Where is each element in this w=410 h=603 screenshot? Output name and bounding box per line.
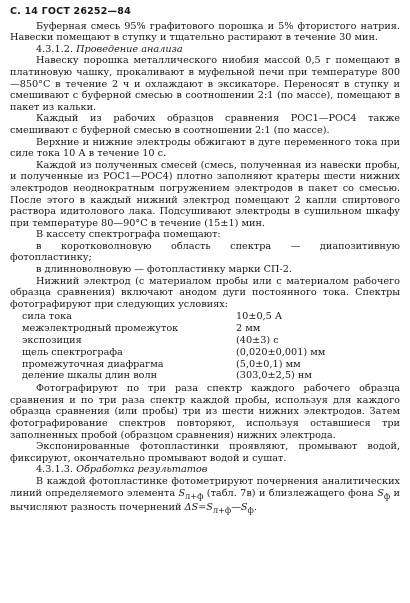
- paragraph: В кассету спектрографа помещают:: [36, 229, 221, 241]
- condition-value: (5,0±0,1) мм: [236, 358, 301, 370]
- paragraph: Верхние и нижние электроды обжигают в дуге переменного тока при силе тока 10 А в течение 10 с.: [10, 136, 400, 160]
- symbol-s: S: [178, 487, 186, 499]
- condition-name: деление шкалы длин волн: [22, 370, 158, 382]
- condition-name: щель спектрографа: [22, 346, 123, 358]
- section-number: 4.3.1.3.: [36, 464, 73, 476]
- text-fragment: В каждой фотопластинке фотометрируют почернения аналитических линий определяемого элемента: [10, 475, 400, 499]
- paragraph: в коротковолновую область спектра — диапозитивную фотопластинку;: [10, 240, 400, 264]
- subscript: ф: [383, 490, 391, 501]
- subscript: л+ф: [212, 505, 232, 516]
- condition-row: [10, 311, 400, 323]
- symbol-s: S: [377, 487, 384, 499]
- condition-name: промежуточная диафрагма: [22, 358, 164, 370]
- text-fragment: (табл. 7в) и близлежащего фона: [203, 487, 378, 499]
- condition-name: сила тока: [22, 311, 72, 323]
- conditions-list: [10, 311, 400, 382]
- final-paragraph: [10, 476, 400, 517]
- paragraph: Нижний электрод (с материалом пробы или с материалом рабочего образца сравнения) включают анодом дуги постоянного тока. Спектры фотографируют при следующих условиях:: [10, 275, 400, 310]
- condition-row: [10, 323, 400, 335]
- section-heading-4-3-1-2: [10, 44, 400, 56]
- section-title: Обработка результатов: [76, 464, 208, 476]
- section-number: 4.3.1.2.: [36, 43, 73, 55]
- condition-value: 2 мм: [236, 323, 261, 335]
- paragraph: Каждый из рабочих образцов сравнения РОС1—РОС4 также смешивают с буферной смесью в соотношении 2:1 (по массе).: [10, 113, 400, 136]
- formula: ΔS=S: [184, 502, 213, 514]
- subscript: л+ф: [185, 490, 204, 501]
- condition-value: (40±3) с: [236, 335, 279, 347]
- condition-row: [10, 359, 400, 371]
- condition-row: [10, 370, 400, 382]
- section-title: Проведение анализа: [76, 43, 183, 55]
- intro-paragraph: Буферная смесь 95% графитового порошка и 5% фтористого натрия. Навески помещают в ступку и тщательно растирают в течение 30 мин.: [10, 20, 400, 44]
- section-heading-4-3-1-3: [10, 464, 400, 476]
- condition-value: (303,0±2,5) нм: [236, 370, 312, 382]
- condition-value: (0,020±0,001) мм: [236, 346, 326, 358]
- condition-name: межэлектродный промежуток: [22, 323, 179, 335]
- subscript: ф: [247, 505, 254, 516]
- text-fragment: .: [253, 502, 257, 514]
- condition-value: 10±0,5 А: [236, 311, 283, 323]
- page-header: С. 14 ГОСТ 26252—84: [10, 6, 131, 17]
- paragraph: в длинноволновую — фотопластинку марки СП-2.: [36, 264, 293, 276]
- paragraph: Навеску порошка металлического ниобия массой 0,5 г помещают в платиновую чашку, прокаливают в муфельной печи при температуре 800—850°С в течение 2 ч и охлаждают в эксикаторе. Переносят в ступку и смешивают с буферной смесью в соотношении 2:1 (по массе), помещают в пакет из кальки.: [10, 55, 400, 113]
- condition-row: [10, 347, 400, 359]
- condition-row: [10, 335, 400, 347]
- paragraph: Фотографируют по три раза спектр каждого рабочего образца сравнения и по три раза спектр каждой пробы, используя для каждого образца сравнения (или пробы) три из шести нижних электродов. Затем фотографирование спектров повторяют, используя оставшиеся три заполненных пробой (образцом сравнения) нижних электрода.: [10, 383, 400, 441]
- paragraph: Каждой из полученных смесей (смесь, полученная из навески пробы, и полученные из РОС1—РОС4) плотно заполняют кратеры шести нижних электродов неоднократным погружением электродов в пакет со смесью. После этого в каждый нижний электрод помещают 2 капли спиртового раствора идитолового лака. Подсушивают электроды в сушильном шкафу при температуре 80—90°С в течение (15±1) мин.: [10, 159, 400, 229]
- condition-name: экспозиция: [22, 335, 82, 347]
- paragraph: Экспонированные фотопластинки проявляют, промывают водой, фиксируют, окончательно промывают водой и сушат.: [10, 441, 400, 464]
- formula: —S: [231, 502, 248, 514]
- text-fragment: и вычисляют разность почернений: [10, 487, 401, 514]
